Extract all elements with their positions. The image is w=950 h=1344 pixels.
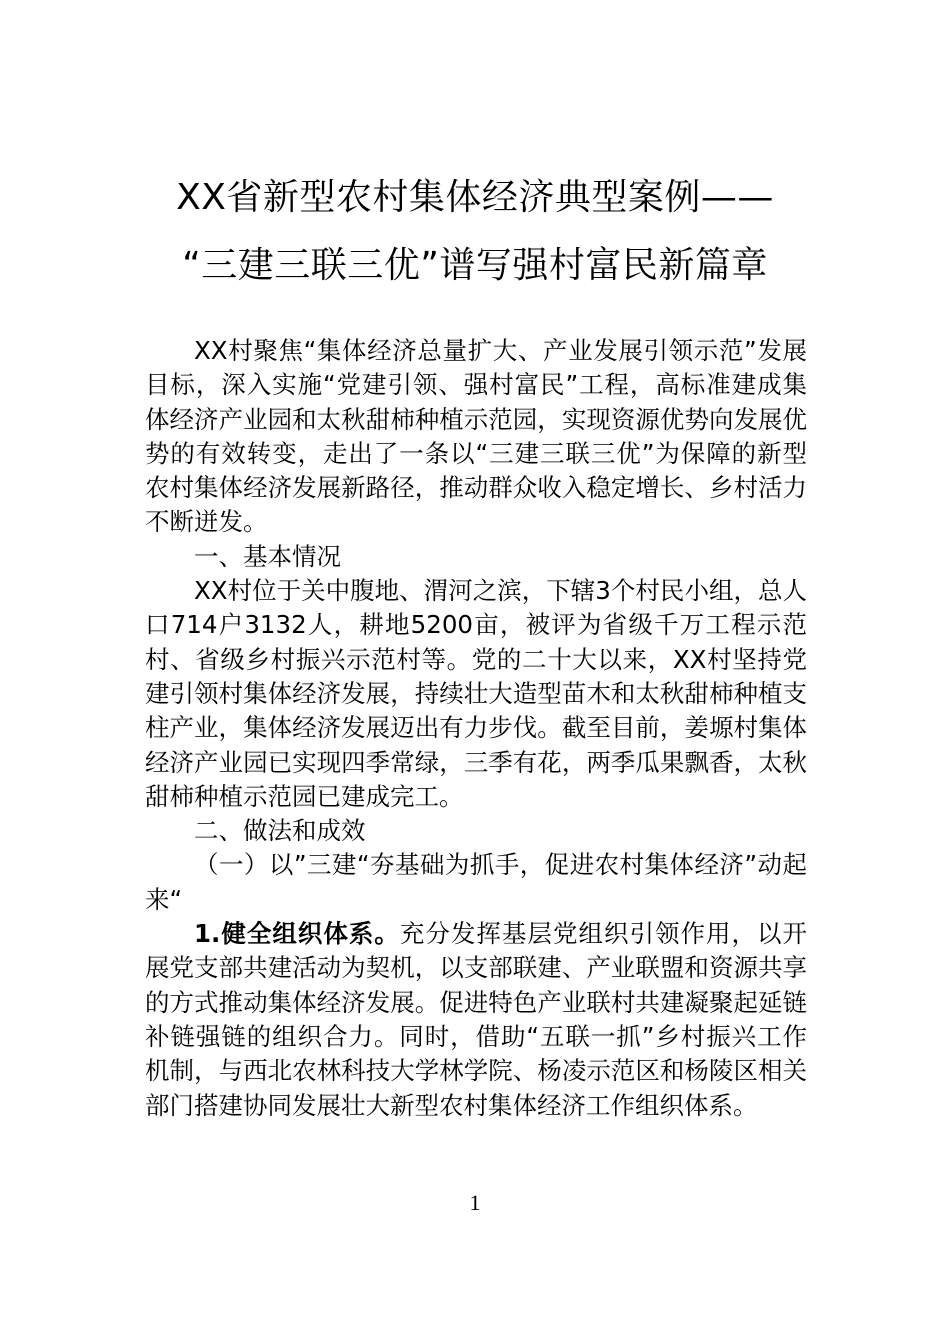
paragraph-organization <box>145 917 807 1123</box>
page-number: 1 <box>469 1190 481 1215</box>
subsection-heading-1: （一）以”三建“夯基础为抓手，促进农村集体经济”动起来“ <box>145 850 807 914</box>
paragraph-organization-text: 充分发挥基层党组织引领作用，以开展党支部共建活动为契机，以支部联建、产业联盟和资源共享的方式推动集体经济发展。促进特色产业联村共建凝聚起延链补链强链的组织合力。同时，借助“五联一抓”乡村振兴工作机制，与西北农林科技大学林学院、杨凌示范区和杨陵区相关部门搭建协同发展壮大新型农村集体经济工作组织体系。 <box>145 919 807 1120</box>
document-title-line-1: XX省新型农村集体经济典型案例—— <box>176 177 774 218</box>
section-heading-basic-info: 一、基本情况 <box>194 541 341 571</box>
paragraph-organization-lead: 1.健全组织体系。 <box>194 919 400 949</box>
section-heading-methods: 二、做法和成效 <box>194 816 366 846</box>
document-title-line-2: “三建三联三优”谱写强村富民新篇章 <box>182 245 768 286</box>
document-body <box>145 334 807 1123</box>
paragraph-intro: XX村聚焦“集体经济总量扩大、产业发展引领示范”发展目标，深入实施“党建引领、强村富民”工程，高标准建成集体经济产业园和太秋甜柿种植示范园，实现资源优势向发展优势的有效转变，走出了一条以“三建三联三优”为保障的新型农村集体经济发展新路径，推动群众收入稳定增长、乡村活力不断迸发。 <box>145 336 807 537</box>
paragraph-basic-info: XX村位于关中腹地、渭河之滨，下辖3个村民小组，总人口714户3132人，耕地5200亩，被评为省级千万工程示范村、省级乡村振兴示范村等。党的二十大以来，XX村坚持党建引领村集体经济发展，持续壮大造型苗木和太秋甜柿种植支柱产业，集体经济发展迈出有力步伐。截至目前，姜塬村集体经济产业园已实现四季常绿，三季有花，两季瓜果飘香，太秋甜柿种植示范园已建成完工。 <box>145 576 807 811</box>
